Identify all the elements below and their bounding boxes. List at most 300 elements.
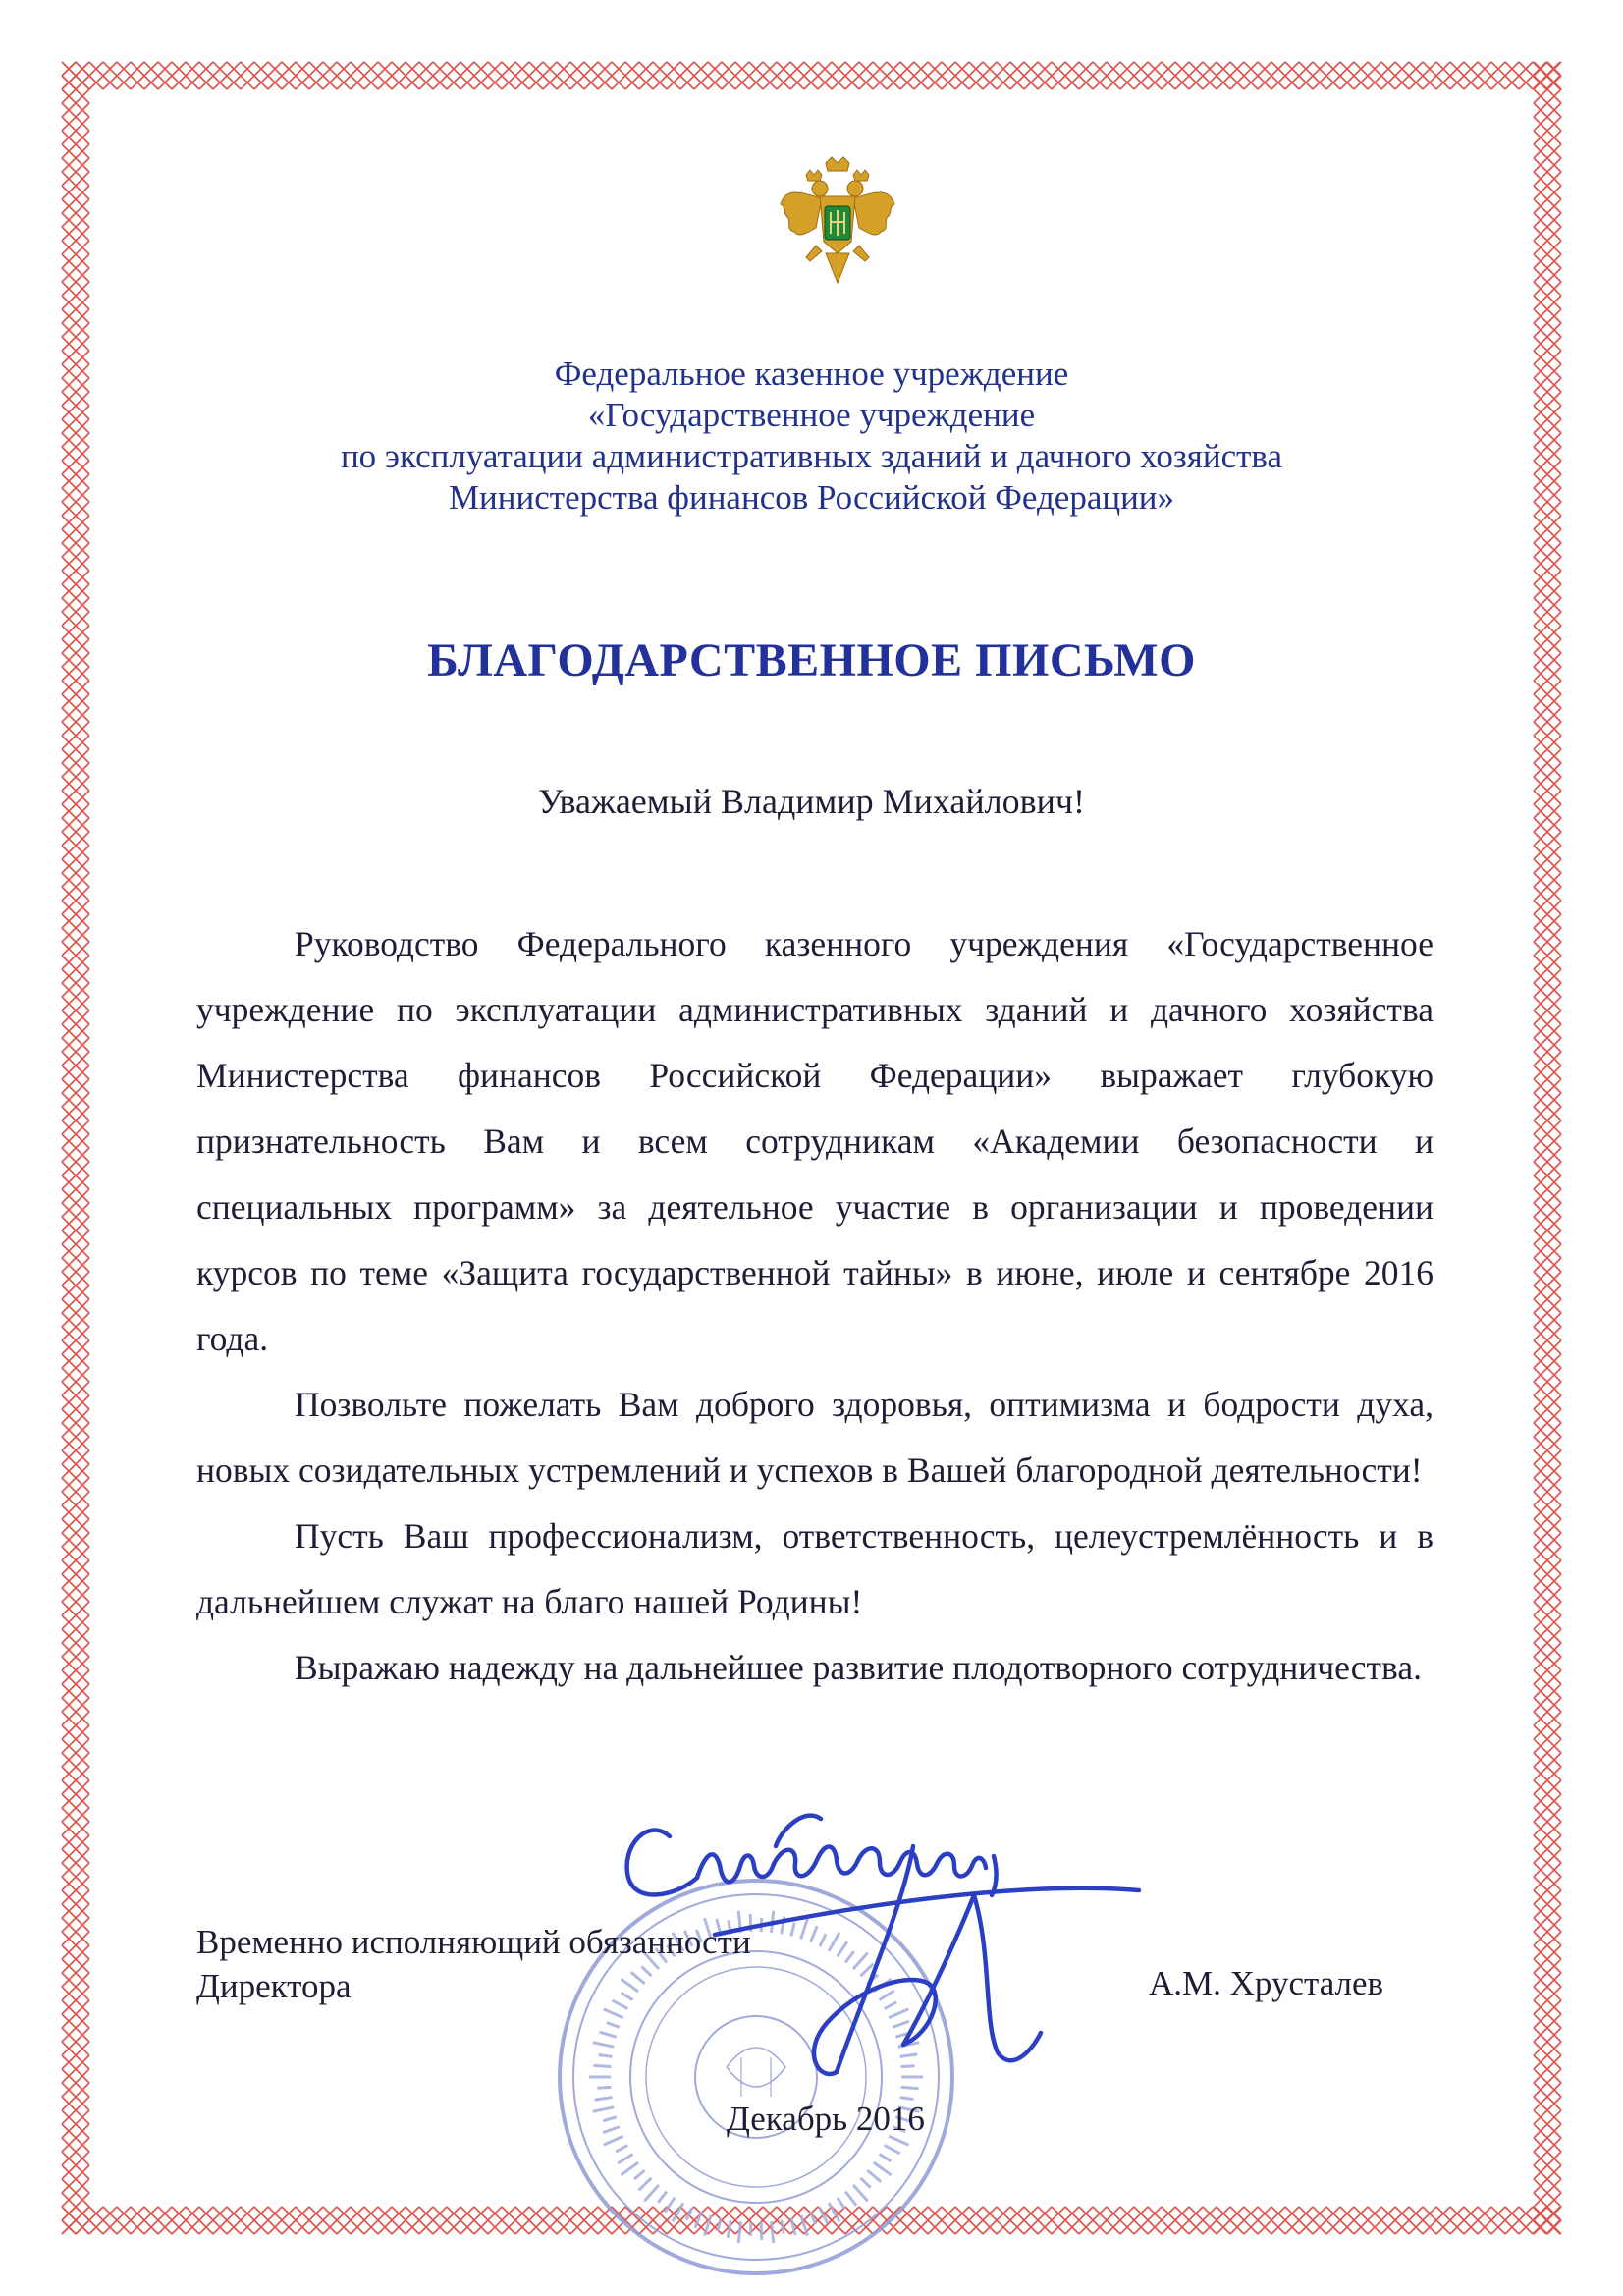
border-stitch <box>1534 598 1547 612</box>
border-stitch <box>117 2220 131 2234</box>
seal-rim-mark <box>618 2154 632 2163</box>
border-stitch <box>1547 2028 1561 2042</box>
border-stitch <box>1162 2220 1175 2234</box>
border-stitch <box>1340 2220 1354 2234</box>
border-stitch <box>1175 62 1189 76</box>
border-stitch <box>1534 1780 1547 1794</box>
border-stitch <box>76 956 89 969</box>
border-stitch <box>1547 1464 1561 1478</box>
border-stitch <box>1534 1560 1547 1574</box>
border-stitch <box>502 76 515 89</box>
border-stitch <box>62 1148 76 1162</box>
border-stitch <box>62 117 76 131</box>
border-stitch <box>1534 901 1547 914</box>
border-stitch <box>1038 2220 1052 2234</box>
border-stitch <box>309 76 323 89</box>
border-stitch <box>364 2207 378 2220</box>
border-stitch <box>378 76 392 89</box>
border-stitch <box>1534 2220 1547 2234</box>
border-stitch <box>1534 1959 1547 1973</box>
border-stitch <box>1534 309 1547 323</box>
seal-rim-mark <box>673 2203 683 2221</box>
border-stitch <box>76 887 89 901</box>
border-stitch <box>1203 2220 1217 2234</box>
border-stitch <box>1120 62 1134 76</box>
border-stitch <box>76 722 89 736</box>
border-stitch <box>62 227 76 241</box>
border-stitch <box>818 62 832 76</box>
border-stitch <box>62 1670 76 1684</box>
border-stitch <box>1547 1904 1561 1918</box>
border-stitch <box>296 2220 309 2234</box>
border-stitch <box>1534 1767 1547 1780</box>
border-stitch <box>1534 1217 1547 1230</box>
border-stitch <box>1547 1615 1561 1629</box>
border-stitch <box>1547 1987 1561 2000</box>
border-stitch <box>378 2220 392 2234</box>
border-stitch <box>62 268 76 282</box>
border-stitch <box>62 1739 76 1753</box>
border-stitch <box>1534 557 1547 571</box>
border-stitch <box>1478 62 1491 76</box>
border-stitch <box>1079 2220 1093 2234</box>
border-stitch <box>1534 956 1547 969</box>
border-stitch <box>1189 2207 1203 2220</box>
border-stitch <box>694 76 708 89</box>
border-stitch <box>1547 1794 1561 1808</box>
border-stitch <box>62 2083 76 2097</box>
border-stitch <box>76 2193 89 2207</box>
border-stitch <box>1409 62 1423 76</box>
border-stitch <box>62 1684 76 1698</box>
border-stitch <box>62 1533 76 1547</box>
border-stitch <box>1313 76 1326 89</box>
border-stitch <box>1534 2014 1547 2028</box>
border-stitch <box>529 76 543 89</box>
border-stitch <box>1189 76 1203 89</box>
border-stitch <box>474 76 488 89</box>
border-stitch <box>254 2207 268 2220</box>
border-stitch <box>131 76 144 89</box>
border-stitch <box>1519 2207 1533 2220</box>
border-stitch <box>62 914 76 928</box>
letter-body <box>196 911 1434 1701</box>
border-stitch <box>76 1299 89 1313</box>
border-stitch <box>1354 62 1368 76</box>
seal-rim-mark <box>695 2212 702 2228</box>
border-stitch <box>914 62 928 76</box>
border-stitch <box>76 2124 89 2138</box>
border-stitch <box>1547 1382 1561 1395</box>
border-stitch <box>62 2028 76 2042</box>
border-stitch <box>76 612 89 626</box>
border-stitch <box>1093 2220 1107 2234</box>
border-stitch <box>62 1079 76 1093</box>
border-stitch <box>1534 1409 1547 1423</box>
border-stitch <box>76 2220 89 2234</box>
border-stitch <box>1203 76 1217 89</box>
border-stitch <box>76 1478 89 1492</box>
border-stitch <box>859 62 873 76</box>
border-stitch <box>515 2220 529 2234</box>
border-stitch <box>1547 1437 1561 1450</box>
border-stitch <box>76 1547 89 1560</box>
border-stitch <box>460 76 474 89</box>
border-stitch <box>1547 2193 1561 2207</box>
border-stitch <box>1395 2207 1409 2220</box>
border-stitch <box>76 1450 89 1464</box>
seal-rim-mark <box>634 2170 645 2179</box>
border-stitch <box>1534 2165 1547 2179</box>
border-stitch <box>1547 1560 1561 1574</box>
border-stitch <box>1354 2220 1368 2234</box>
border-stitch <box>1423 2207 1436 2220</box>
border-stitch <box>1547 529 1561 543</box>
border-stitch <box>763 62 777 76</box>
border-stitch <box>1093 76 1107 89</box>
border-stitch <box>1423 62 1436 76</box>
border-stitch <box>103 62 117 76</box>
border-stitch <box>62 722 76 736</box>
border-stitch <box>1534 1629 1547 1643</box>
border-stitch <box>1534 969 1547 983</box>
border-stitch <box>777 62 790 76</box>
border-stitch <box>62 1478 76 1492</box>
border-stitch <box>1547 1890 1561 1904</box>
border-stitch <box>76 1767 89 1780</box>
border-stitch <box>76 1340 89 1354</box>
border-stitch <box>241 2220 254 2234</box>
border-stitch <box>1547 241 1561 254</box>
border-stitch <box>1534 62 1547 76</box>
border-stitch <box>460 2207 474 2220</box>
border-stitch <box>1436 76 1450 89</box>
border-stitch <box>309 2220 323 2234</box>
border-stitch <box>76 529 89 543</box>
border-stitch <box>694 62 708 76</box>
border-stitch <box>1534 1877 1547 1890</box>
border-stitch <box>62 1560 76 1574</box>
border-stitch <box>1534 1340 1547 1354</box>
border-stitch <box>76 1822 89 1835</box>
border-stitch <box>76 309 89 323</box>
border-stitch <box>997 2207 1010 2220</box>
border-stitch <box>1534 1024 1547 1038</box>
border-stitch <box>76 1533 89 1547</box>
border-stitch <box>62 1327 76 1340</box>
border-stitch <box>942 76 955 89</box>
border-stitch <box>89 76 103 89</box>
border-stitch <box>323 62 337 76</box>
border-stitch <box>76 2152 89 2165</box>
border-stitch <box>1547 1354 1561 1368</box>
border-stitch <box>76 1134 89 1148</box>
border-stitch <box>1534 1698 1547 1712</box>
border-stitch <box>1547 1643 1561 1657</box>
border-stitch <box>1534 1313 1547 1327</box>
border-stitch <box>969 62 983 76</box>
border-stitch <box>1134 2220 1148 2234</box>
border-stitch <box>1547 1822 1561 1835</box>
border-stitch <box>76 1835 89 1849</box>
border-stitch <box>1534 1162 1547 1175</box>
border-stitch <box>254 76 268 89</box>
border-stitch <box>1534 708 1547 722</box>
border-stitch <box>62 1230 76 1244</box>
border-stitch <box>488 62 502 76</box>
handwritten-signature <box>609 1787 1159 2131</box>
border-stitch <box>1547 2220 1561 2234</box>
border-stitch <box>62 1093 76 1107</box>
border-stitch <box>1547 1767 1561 1780</box>
border-stitch <box>1547 1175 1561 1189</box>
border-stitch <box>76 1739 89 1753</box>
border-stitch <box>845 62 859 76</box>
border-stitch <box>1423 2220 1436 2234</box>
border-stitch <box>502 2220 515 2234</box>
border-stitch <box>928 62 942 76</box>
border-stitch <box>76 543 89 557</box>
border-stitch <box>983 62 997 76</box>
border-stitch <box>76 2028 89 2042</box>
border-stitch <box>557 62 570 76</box>
greeting: Уважаемый Владимир Михайлович! <box>538 782 1085 821</box>
border-stitch <box>62 694 76 708</box>
border-stitch <box>749 76 763 89</box>
border-stitch <box>1175 76 1189 89</box>
border-stitch <box>1436 2220 1450 2234</box>
border-stitch <box>76 598 89 612</box>
border-stitch <box>76 914 89 928</box>
border-stitch <box>1395 76 1409 89</box>
border-stitch <box>433 2220 447 2234</box>
border-stitch <box>76 1409 89 1423</box>
border-stitch <box>62 1244 76 1258</box>
border-stitch <box>790 62 804 76</box>
border-stitch <box>1534 1684 1547 1698</box>
border-stitch <box>1547 1244 1561 1258</box>
border-stitch <box>62 1409 76 1423</box>
seal-rim-mark <box>738 2221 740 2243</box>
border-stitch <box>76 1932 89 1945</box>
organization-line: Министерства финансов Российской Федерации» <box>448 478 1175 517</box>
border-stitch <box>144 2207 158 2220</box>
border-stitch <box>62 186 76 199</box>
border-stitch <box>1534 1739 1547 1753</box>
border-stitch <box>76 158 89 172</box>
border-stitch <box>62 612 76 626</box>
border-stitch <box>62 1602 76 1615</box>
border-stitch <box>62 901 76 914</box>
border-stitch <box>1547 1148 1561 1162</box>
state-emblem-icon <box>777 155 898 289</box>
border-stitch <box>1547 1327 1561 1340</box>
border-stitch <box>763 76 777 89</box>
border-stitch <box>845 76 859 89</box>
border-stitch <box>1534 2042 1547 2055</box>
border-stitch <box>76 2179 89 2193</box>
border-stitch <box>1534 1863 1547 1877</box>
border-stitch <box>406 62 419 76</box>
seal-rim-mark <box>771 2221 773 2243</box>
border-stitch <box>1547 598 1561 612</box>
border-stitch <box>76 1712 89 1725</box>
border-stitch <box>1258 2207 1271 2220</box>
border-stitch <box>1547 1945 1561 1959</box>
border-stitch <box>62 887 76 901</box>
border-stitch <box>1285 2220 1299 2234</box>
border-stitch <box>323 2207 337 2220</box>
border-stitch <box>1534 186 1547 199</box>
border-stitch <box>213 76 227 89</box>
border-stitch <box>1547 736 1561 749</box>
border-stitch <box>76 571 89 584</box>
border-stitch <box>1547 887 1561 901</box>
border-stitch <box>1547 584 1561 598</box>
border-stitch <box>1038 76 1052 89</box>
border-stitch <box>76 1588 89 1602</box>
border-stitch <box>1271 2220 1285 2234</box>
border-stitch <box>1534 1450 1547 1464</box>
border-stitch <box>62 1450 76 1464</box>
border-stitch <box>1547 763 1561 777</box>
border-stitch <box>296 62 309 76</box>
border-stitch <box>76 117 89 131</box>
border-stitch <box>1534 1505 1547 1519</box>
border-stitch <box>62 2069 76 2083</box>
border-stitch <box>76 1175 89 1189</box>
border-stitch <box>131 2207 144 2220</box>
border-stitch <box>1547 1849 1561 1863</box>
border-stitch <box>89 62 103 76</box>
border-stitch <box>1534 1121 1547 1134</box>
border-stitch <box>1534 584 1547 598</box>
border-stitch <box>199 62 213 76</box>
border-stitch <box>1534 337 1547 351</box>
border-stitch <box>1534 1904 1547 1918</box>
border-stitch <box>1547 296 1561 309</box>
border-stitch <box>1505 62 1519 76</box>
border-stitch <box>76 1863 89 1877</box>
border-stitch <box>1534 2179 1547 2193</box>
border-stitch <box>1547 213 1561 227</box>
border-stitch <box>1534 1244 1547 1258</box>
border-stitch <box>419 62 433 76</box>
border-stitch <box>309 62 323 76</box>
border-stitch <box>1547 1272 1561 1285</box>
border-stitch <box>1547 1395 1561 1409</box>
border-stitch <box>1326 2220 1340 2234</box>
border-stitch <box>241 76 254 89</box>
border-stitch <box>351 2220 364 2234</box>
border-stitch <box>76 873 89 887</box>
border-stitch <box>103 76 117 89</box>
border-stitch <box>1534 1230 1547 1244</box>
border-stitch <box>1534 254 1547 268</box>
border-stitch <box>1381 76 1395 89</box>
border-stitch <box>1547 158 1561 172</box>
organization-line: Федеральное казенное учреждение <box>554 355 1069 393</box>
border-stitch <box>62 1519 76 1533</box>
border-stitch <box>76 749 89 763</box>
border-stitch <box>1547 1959 1561 1973</box>
border-stitch <box>62 1285 76 1299</box>
border-stitch <box>254 2220 268 2234</box>
border-stitch <box>76 2014 89 2028</box>
border-stitch <box>1534 1382 1547 1395</box>
border-stitch <box>62 2055 76 2069</box>
border-stitch <box>1534 1423 1547 1437</box>
border-stitch <box>282 76 296 89</box>
border-stitch <box>76 1272 89 1285</box>
border-stitch <box>76 1011 89 1024</box>
border-stitch <box>62 2124 76 2138</box>
border-stitch <box>241 2207 254 2220</box>
border-stitch <box>254 62 268 76</box>
border-stitch <box>1547 1162 1561 1175</box>
border-stitch <box>1450 62 1464 76</box>
border-stitch <box>1299 76 1313 89</box>
border-stitch <box>76 241 89 254</box>
border-stitch <box>1134 76 1148 89</box>
border-stitch <box>1547 1629 1561 1643</box>
border-stitch <box>62 1643 76 1657</box>
border-stitch <box>76 1382 89 1395</box>
border-stitch <box>598 76 612 89</box>
border-stitch <box>227 62 241 76</box>
border-stitch <box>62 1313 76 1327</box>
border-stitch <box>1010 76 1024 89</box>
border-stitch <box>62 2193 76 2207</box>
border-stitch <box>1547 1299 1561 1313</box>
border-stitch <box>1534 859 1547 873</box>
border-stitch <box>997 2220 1010 2234</box>
border-stitch <box>76 1698 89 1712</box>
border-stitch <box>997 76 1010 89</box>
border-stitch <box>76 763 89 777</box>
border-stitch <box>62 749 76 763</box>
border-stitch <box>1547 1079 1561 1093</box>
border-stitch <box>62 309 76 323</box>
border-stitch <box>62 1203 76 1217</box>
border-stitch <box>213 62 227 76</box>
border-stitch <box>268 76 282 89</box>
border-stitch <box>62 1547 76 1560</box>
border-stitch <box>76 1230 89 1244</box>
border-stitch <box>1547 89 1561 103</box>
border-stitch <box>1052 62 1065 76</box>
border-stitch <box>406 2220 419 2234</box>
border-stitch <box>1491 62 1505 76</box>
border-stitch <box>62 1794 76 1808</box>
border-stitch <box>1534 1354 1547 1368</box>
border-stitch <box>76 1423 89 1437</box>
border-stitch <box>62 1959 76 1973</box>
border-stitch <box>584 76 598 89</box>
border-stitch <box>1491 2220 1505 2234</box>
border-stitch <box>351 76 364 89</box>
border-stitch <box>392 76 406 89</box>
border-stitch <box>1534 268 1547 282</box>
border-stitch <box>1534 1285 1547 1299</box>
border-stitch <box>1024 62 1038 76</box>
border-stitch <box>1534 1588 1547 1602</box>
border-stitch <box>804 62 818 76</box>
border-stitch <box>502 2207 515 2220</box>
border-stitch <box>1547 1932 1561 1945</box>
border-stitch <box>639 76 653 89</box>
border-stitch <box>62 1272 76 1285</box>
